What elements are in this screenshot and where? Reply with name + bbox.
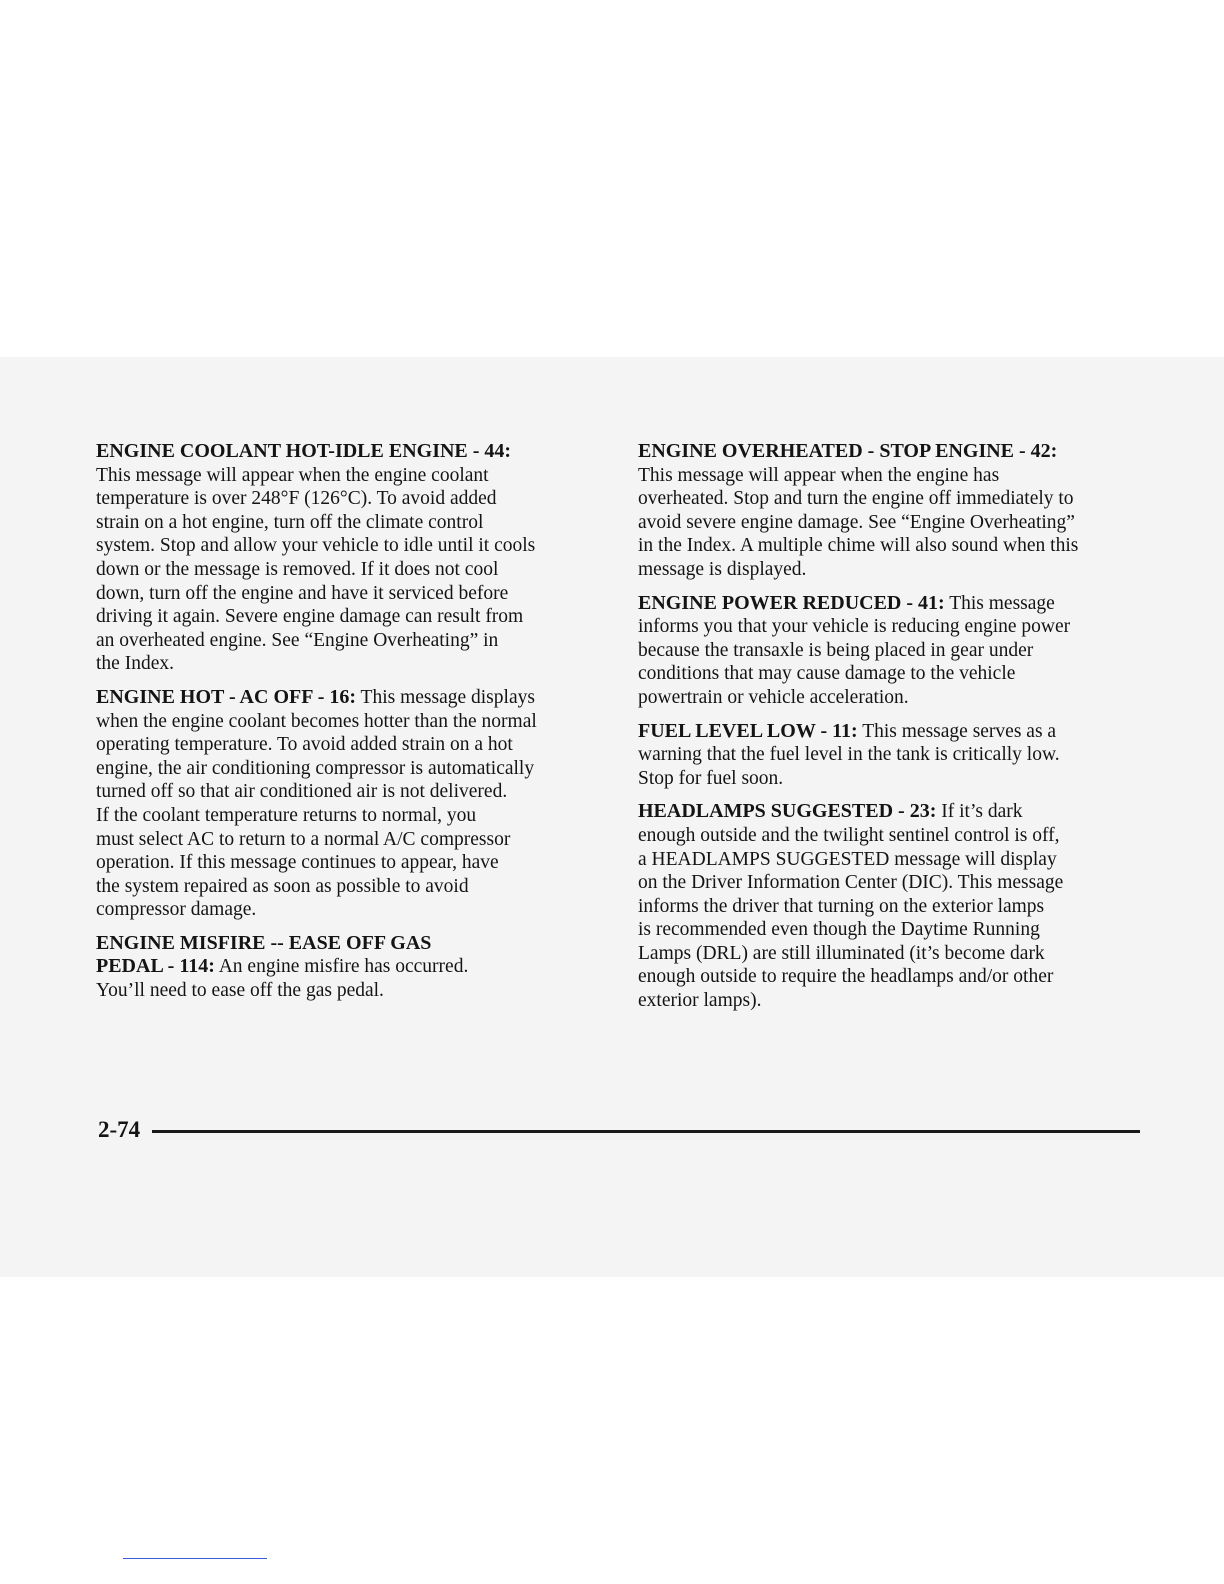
body-line: in the Index. A multiple chime will also sound when this — [638, 535, 1079, 557]
entry-heading: ENGINE COOLANT HOT-IDLE ENGINE - 44: — [96, 440, 512, 462]
page-number: 2-74 — [98, 1117, 141, 1142]
left-column — [96, 440, 606, 1013]
body-line: the Index. — [96, 653, 174, 675]
body-line: the system repaired as soon as possible to avoid — [96, 875, 469, 897]
body-line: exterior lamps). — [638, 990, 762, 1012]
body-line: on the Driver Information Center (DIC). This message — [638, 872, 1064, 894]
entry-heading: ENGINE MISFIRE -- EASE OFF GAS — [96, 931, 432, 954]
body-line: system. Stop and allow your vehicle to idle until it cools — [96, 535, 536, 557]
body-line: avoid severe engine damage. See “Engine Overheating” — [638, 511, 1075, 533]
entry-engine-hot-ac-off — [96, 686, 606, 922]
entry-engine-power-reduced — [638, 592, 1148, 710]
entry-intro-text: An engine misfire has occurred. — [214, 956, 469, 978]
footer-rule — [152, 1130, 1140, 1133]
body-line: operating temperature. To avoid added strain on a hot — [96, 734, 513, 756]
body-line: conditions that may cause damage to the vehicle — [638, 663, 1016, 685]
entry-engine-overheated — [638, 440, 1148, 582]
entry-heading: FUEL LEVEL LOW - 11: — [638, 719, 858, 742]
entry-intro-text: This message displays — [356, 686, 535, 708]
body-line: driving it again. Severe engine damage can result from — [96, 606, 524, 628]
body-line: warning that the fuel level in the tank is critically low. — [638, 744, 1060, 766]
body-line: overheated. Stop and turn the engine off immediately to — [638, 488, 1074, 510]
entry-headlamps-suggested — [638, 800, 1148, 1012]
body-line: This message will appear when the engine coolant — [96, 464, 489, 486]
body-line: enough outside to require the headlamps and/or other — [638, 966, 1054, 988]
body-line: engine, the air conditioning compressor is automatically — [96, 757, 535, 779]
entry-intro-text: This message — [944, 592, 1055, 614]
right-column — [638, 440, 1148, 1023]
entry-heading: ENGINE OVERHEATED - STOP ENGINE - 42: — [638, 440, 1058, 462]
body-line: This message will appear when the engine has — [638, 464, 1000, 486]
entry-first-line — [96, 955, 606, 979]
body-line: enough outside and the twilight sentinel control is off, — [638, 824, 1060, 846]
body-line: If the coolant temperature returns to normal, you — [96, 804, 477, 826]
entry-engine-misfire — [96, 932, 606, 1003]
body-line: down, turn off the engine and have it serviced before — [96, 582, 509, 604]
bottom-link-underline — [123, 1558, 267, 1559]
entry-first-line — [638, 800, 1148, 824]
body-line: message is displayed. — [638, 558, 807, 580]
body-line: You’ll need to ease off the gas pedal. — [96, 980, 384, 1002]
body-line: compressor damage. — [96, 899, 257, 921]
body-line: is recommended even though the Daytime Running — [638, 919, 1040, 941]
body-line: Stop for fuel soon. — [638, 767, 784, 789]
body-line: strain on a hot engine, turn off the climate control — [96, 511, 484, 533]
entry-first-line — [638, 720, 1148, 744]
body-line: down or the message is removed. If it does not cool — [96, 558, 499, 580]
body-line: informs the driver that turning on the exterior lamps — [638, 895, 1045, 917]
body-line: operation. If this message continues to appear, have — [96, 852, 499, 874]
entry-first-line — [638, 592, 1148, 616]
entry-fuel-level-low — [638, 720, 1148, 791]
body-line: must select AC to return to a normal A/C compressor — [96, 828, 511, 850]
entry-heading: ENGINE POWER REDUCED - 41: — [638, 591, 945, 614]
body-line: informs you that your vehicle is reducing engine power — [638, 616, 1071, 638]
body-line: turned off so that air conditioned air is not delivered. — [96, 781, 508, 803]
entry-heading: ENGINE HOT - AC OFF - 16: — [96, 685, 357, 708]
entry-engine-coolant-hot — [96, 440, 606, 676]
entry-heading-continued: PEDAL - 114: — [96, 955, 215, 978]
body-line: because the transaxle is being placed in gear under — [638, 639, 1034, 661]
body-line: Lamps (DRL) are still illuminated (it’s become dark — [638, 942, 1045, 964]
body-line: an overheated engine. See “Engine Overheating” in — [96, 629, 499, 651]
entry-intro-text: This message serves as a — [857, 720, 1057, 742]
body-line: temperature is over 248°F (126°C). To avoid added — [96, 488, 497, 510]
entry-heading: HEADLAMPS SUGGESTED - 23: — [638, 800, 937, 823]
body-line: when the engine coolant becomes hotter than the normal — [96, 710, 537, 732]
body-line: powertrain or vehicle acceleration. — [638, 686, 909, 708]
body-line: a HEADLAMPS SUGGESTED message will display — [638, 848, 1057, 870]
entry-first-line — [96, 686, 606, 710]
entry-intro-text: If it’s dark — [936, 801, 1023, 823]
